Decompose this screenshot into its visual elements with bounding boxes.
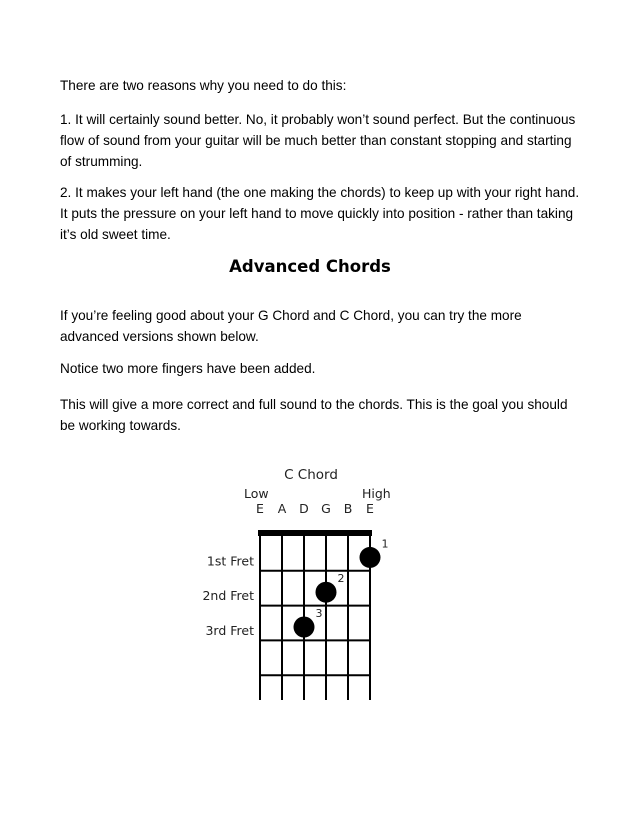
finger-positions xyxy=(294,537,389,637)
high-label: High xyxy=(362,486,391,501)
intro-text: There are two reasons why you need to do this: xyxy=(60,78,347,93)
finger-number: 2 xyxy=(337,572,345,586)
low-label: Low xyxy=(244,486,269,501)
string-labels xyxy=(256,501,374,516)
paragraph-fingers-note: Notice two more fingers have been added. xyxy=(60,361,316,376)
fret-label: 2nd Fret xyxy=(202,588,254,604)
string-label: G xyxy=(321,501,331,516)
finger-dot xyxy=(316,582,337,603)
fret-label: 3rd Fret xyxy=(205,623,254,638)
string-label: A xyxy=(277,501,287,516)
reason-2-text: 2. It makes your left hand (the one making the chords) to keep up with your right hand. It puts the pressure on your left hand to move quickly into position - rather than taking it’s old sweet time. xyxy=(60,185,580,242)
paragraph-goal: This will give a more correct and full sound to the chords. This is the goal you should be working towards. xyxy=(60,397,568,433)
string-label: E xyxy=(256,501,264,516)
section-heading: Advanced Chords xyxy=(229,257,391,276)
c-chord-diagram xyxy=(190,460,410,700)
fret-label: 1st Fret xyxy=(206,553,254,569)
string-label: B xyxy=(343,501,353,516)
string-label: D xyxy=(299,501,309,516)
finger-number: 1 xyxy=(381,537,389,551)
finger-dot xyxy=(294,617,315,638)
fret-labels xyxy=(202,553,254,638)
finger-number: 3 xyxy=(315,607,323,620)
nut xyxy=(258,530,372,536)
paragraph-advanced-intro: If you’re feeling good about your G Chord and C Chord, you can try the more advanced versions shown below. xyxy=(60,308,522,344)
string-label: E xyxy=(366,501,374,516)
chord-title: C Chord xyxy=(284,467,338,483)
finger-dot xyxy=(360,547,381,568)
reason-1-text: 1. It will certainly sound better. No, it probably won’t sound perfect. But the continuous flow of sound from your guitar will be much better than constant stopping and starting of strumming. xyxy=(60,112,576,169)
